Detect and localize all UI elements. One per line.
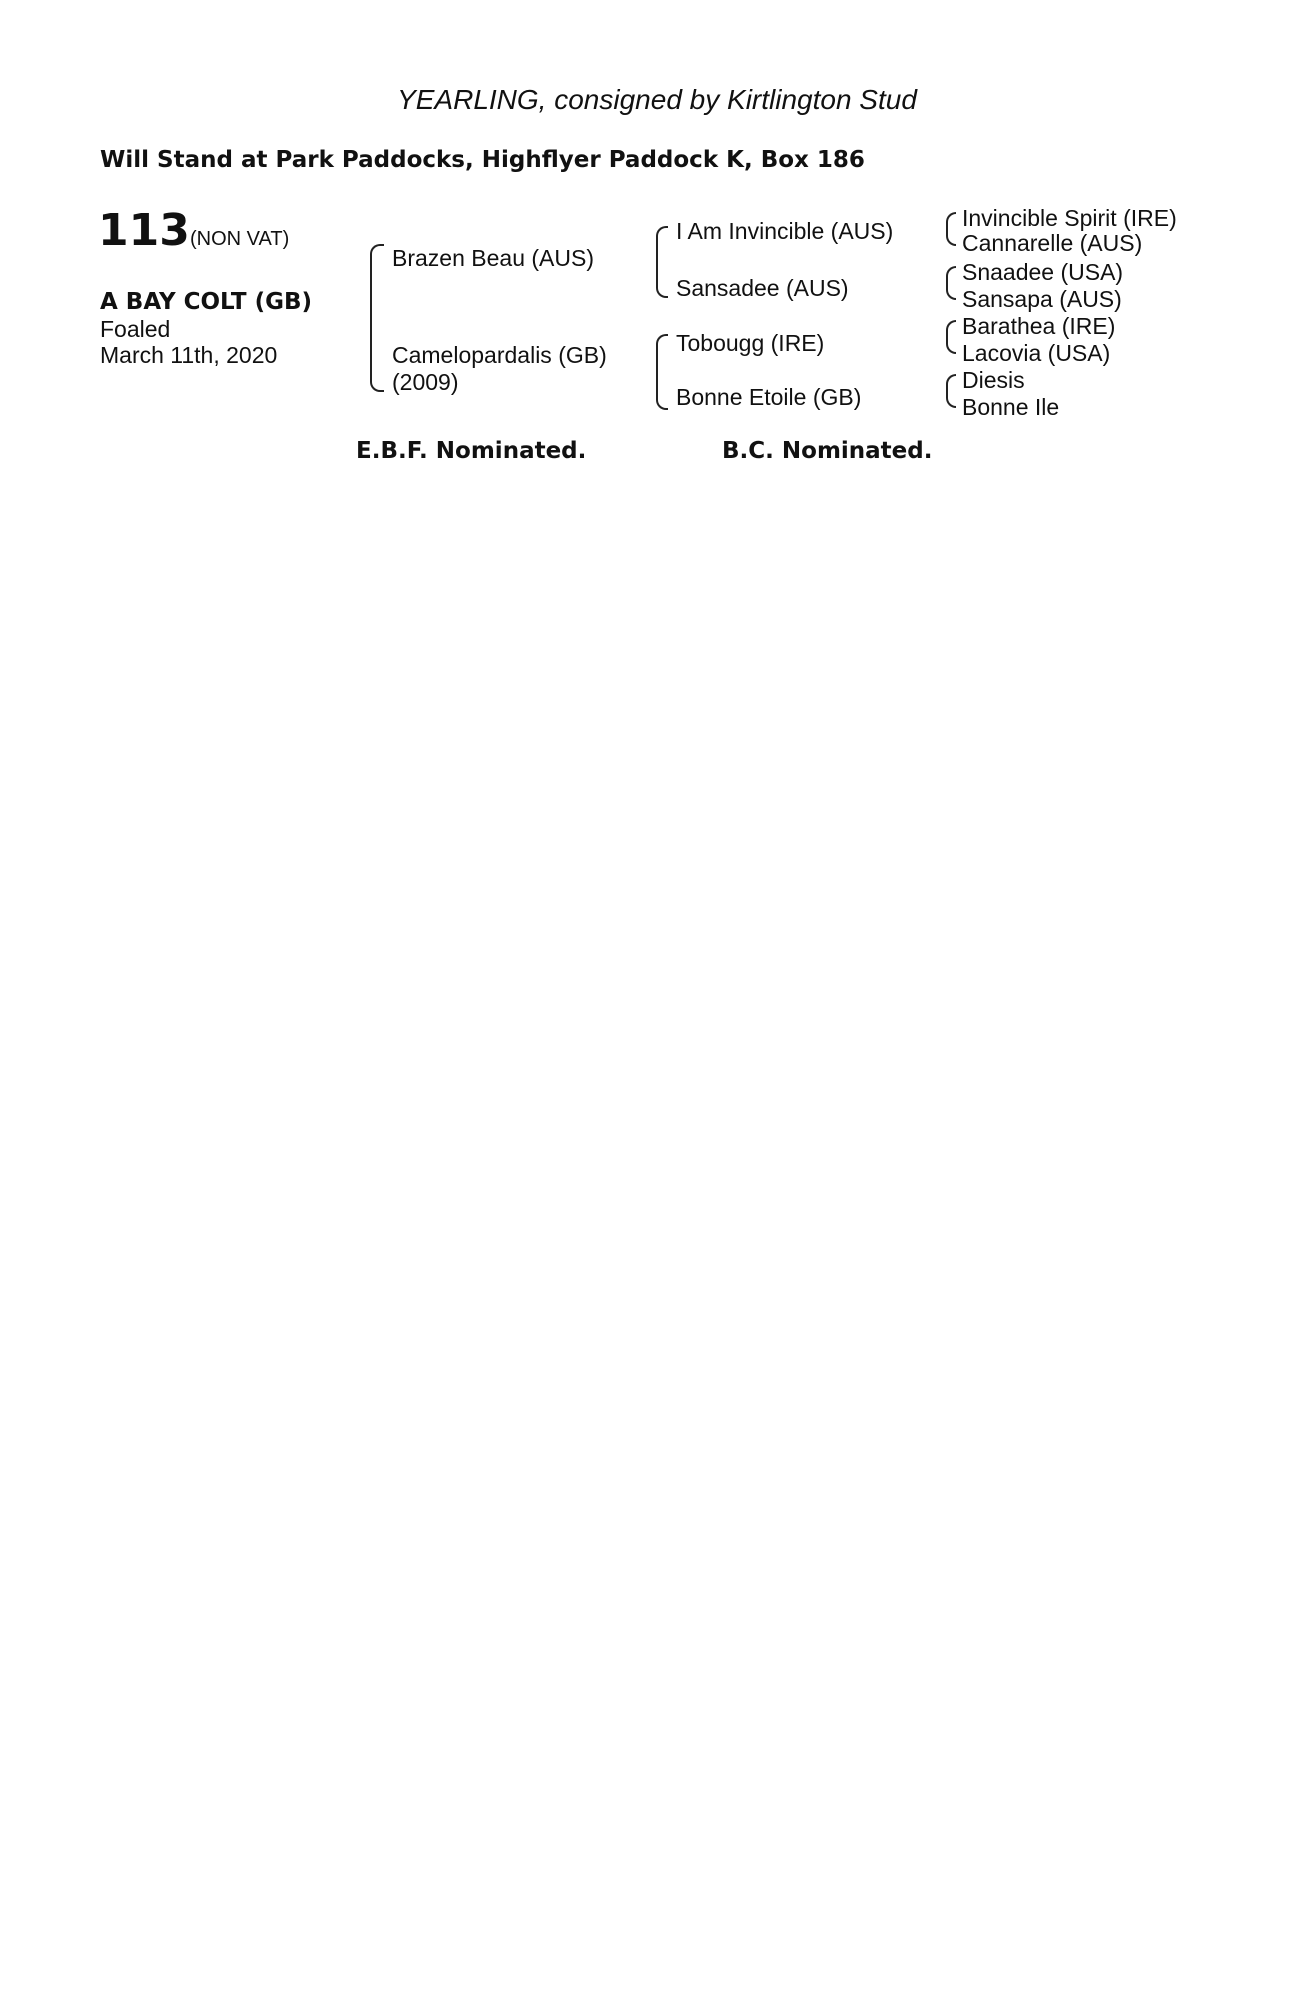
- bc-nominated: B.C. Nominated.: [722, 438, 933, 464]
- foaled-label: Foaled: [100, 316, 171, 342]
- pedigree-brace-ggs3: [946, 320, 956, 354]
- foaled-date: March 11th, 2020: [100, 342, 278, 368]
- pedigree-gs1: I Am Invincible (AUS): [676, 218, 894, 244]
- pedigree-ggs-3: Snaadee (USA): [962, 259, 1124, 285]
- lot-number: 113: [98, 205, 190, 256]
- pedigree-ggs-8: Bonne Ile: [962, 394, 1060, 420]
- page-title: YEARLING, consigned by Kirtlington Stud: [397, 84, 917, 115]
- pedigree-ggs-5: Barathea (IRE): [962, 313, 1116, 339]
- stand-location: Will Stand at Park Paddocks, Highflyer Paddock K, Box 186: [100, 147, 865, 173]
- pedigree-brace-ggs4: [946, 374, 956, 408]
- pedigree-brace-dam: [656, 334, 668, 410]
- pedigree-ggs-6: Lacovia (USA): [962, 340, 1111, 366]
- pedigree-gs2: Sansadee (AUS): [676, 275, 849, 301]
- pedigree-brace-ggs2: [946, 266, 956, 300]
- lot-description: A BAY COLT (GB): [100, 289, 313, 315]
- pedigree-ggs-1: Invincible Spirit (IRE): [962, 205, 1177, 231]
- pedigree-brace-main: [370, 244, 384, 392]
- pedigree-ggs-4: Sansapa (AUS): [962, 286, 1122, 312]
- pedigree-brace-ggs1: [946, 212, 956, 246]
- pedigree-gs4: Bonne Etoile (GB): [676, 384, 862, 410]
- pedigree-dam: Camelopardalis (GB): [392, 342, 607, 368]
- pedigree-sire: Brazen Beau (AUS): [392, 245, 594, 271]
- pedigree-dam-year: (2009): [392, 369, 459, 395]
- pedigree-ggs-7: Diesis: [962, 367, 1025, 393]
- pedigree-gs3: Tobougg (IRE): [676, 330, 825, 356]
- ebf-nominated: E.B.F. Nominated.: [356, 438, 587, 464]
- vat-status: (NON VAT): [190, 228, 290, 250]
- pedigree-brace-sire: [656, 226, 668, 298]
- pedigree-ggs-2: Cannarelle (AUS): [962, 230, 1143, 256]
